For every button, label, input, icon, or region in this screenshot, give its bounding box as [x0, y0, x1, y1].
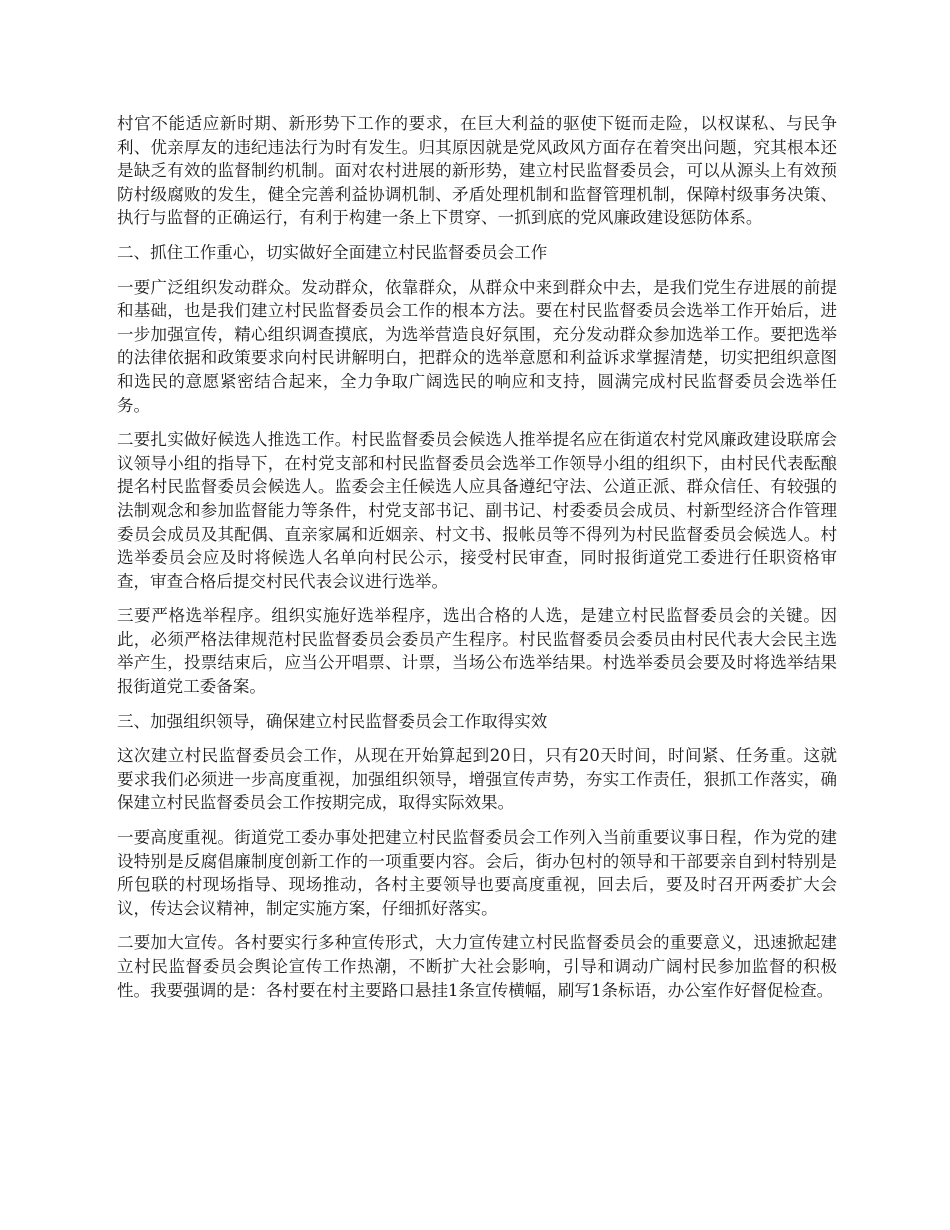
section-heading: 三、加强组织领导，确保建立村民监督委员会工作取得实效: [117, 711, 548, 731]
paragraph: 二要扎实做好候选人推选工作。村民监督委员会候选人推举提名应在街道农村党风廉政建设联席会议领导小组的指导下，在村党支部和村民监督委员会选举工作领导小组的组织下，由村民代表酝酿提名村民监督委员会候选人。监委会主任候选人应具备遵纪守法、公道正派、群众信任、有较强的法制观念和参加监督能力等条件，村党支部书记、副书记、村委委员会成员、村新型经济合作管理委员会成员及其配偶、直亲家属和近姻亲、村文书、报帐员等不得列为村民监督委员会候选人。村选举委员会应及时将候选人名单向村民公示，接受村民审查，同时报街道党工委进行任职资格审查，审查合格后提交村民代表会议进行选举。: [117, 430, 837, 591]
paragraph: 二要加大宣传。各村要实行多种宣传形式，大力宣传建立村民监督委员会的重要意义，迅速掀起建立村民监督委员会舆论宣传工作热潮，不断扩大社会影响，引导和调动广阔村民参加监督的积极性。我要强调的是：各村要在村主要路口悬挂1条宣传横幅，刷写1条标语，办公室作好督促检查。: [117, 933, 837, 1000]
section-heading: 二、抓住工作重心，切实做好全面建立村民监督委员会工作: [117, 242, 548, 262]
paragraph: 三要严格选举程序。组织实施好选举程序，选出合格的人选，是建立村民监督委员会的关键。因此，必须严格法律规范村民监督委员会委员产生程序。村民监督委员会委员由村民代表大会民主选举产生，投票结束后，应当公开唱票、计票，当场公布选举结果。村选举委员会要及时将选举结果报街道党工委备案。: [117, 606, 837, 697]
paragraph: 一要广泛组织发动群众。发动群众，依靠群众，从群众中来到群众中去，是我们党生存进展的前提和基础，也是我们建立村民监督委员会工作的根本方法。要在村民监督委员会选举工作开始后，进一步加强宣传，精心组织调查摸底，为选举营造良好氛围，充分发动群众参加选举工作。要把选举的法律依据和政策要求向村民讲解明白，把群众的选举意愿和利益诉求掌握清楚，切实把组织意图和选民的意愿紧密结合起来，全力争取广阔选民的响应和支持，圆满完成村民监督委员会选举任务。: [117, 277, 837, 415]
paragraph: 这次建立村民监督委员会工作，从现在开始算起到20日，只有20天时间，时间紧、任务重。这就要求我们必须进一步高度重视，加强组织领导，增强宣传声势，夯实工作责任，狠抓工作落实，确保建立村民监督委员会工作按期完成，取得实际效果。: [117, 746, 837, 813]
paragraph: 村官不能适应新时期、新形势下工作的要求，在巨大利益的驱使下铤而走险，以权谋私、与民争利、优亲厚友的违纪违法行为时有发生。归其原因就是党风政风方面存在着突出问题，究其根本还是缺乏有效的监督制约机制。面对农村进展的新形势，建立村民监督委员会，可以从源头上有效预防村级腐败的发生，健全完善利益协调机制、矛盾处理机制和监督管理机制，保障村级事务决策、执行与监督的正确运行，有利于构建一条上下贯穿、一抓到底的党风廉政建设惩防体系。: [117, 114, 837, 228]
paragraph: 一要高度重视。街道党工委办事处把建立村民监督委员会工作列入当前重要议事日程，作为党的建设特别是反腐倡廉制度创新工作的一项重要内容。会后，街办包村的领导和干部要亲自到村特别是所包联的村现场指导、现场推动，各村主要领导也要高度重视，回去后，要及时召开两委扩大会议，传达会议精神，制定实施方案，仔细抓好落实。: [117, 828, 837, 918]
document-body: [117, 112, 837, 1013]
